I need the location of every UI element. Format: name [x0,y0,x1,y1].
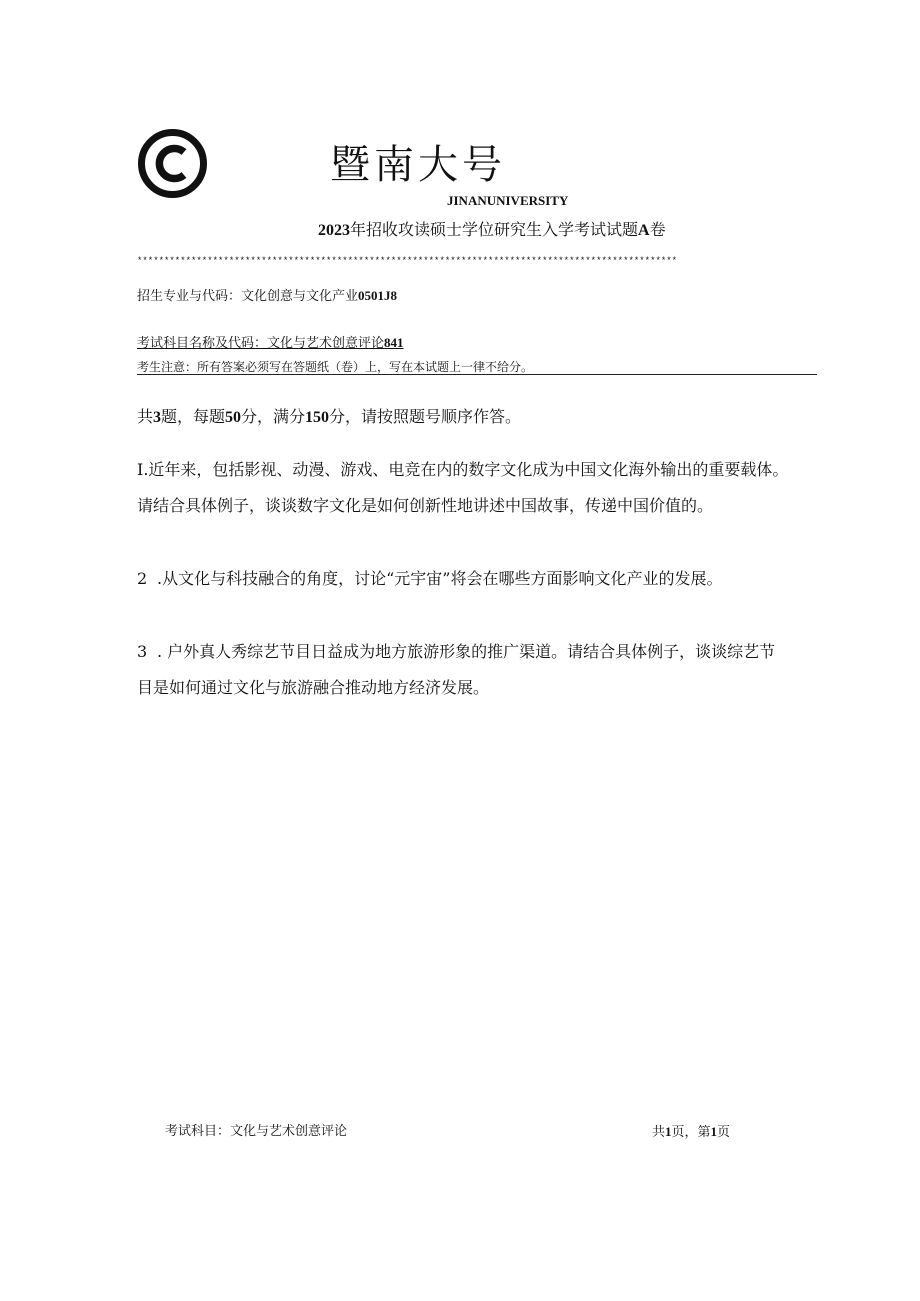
exam-instructions [137,404,521,427]
page-total: 1 [665,1124,672,1139]
question-3-line-1 [137,639,775,662]
footer-subject: 考试科目：文化与艺术创意评论 [165,1124,348,1139]
exam-year: 2023 [318,222,350,239]
intro-text: 题，每题 [161,407,226,426]
points-total: 150 [305,409,330,426]
intro-text: 共 [137,407,154,426]
exam-notice: 考生注意：所有答案必须写在答题纸（卷）上，写在本试题上一律不给分。 [137,360,534,374]
question-text: . 户外真人秀综艺节目日益成为地方旅游形象的推广渠道。请结合具体例子，谈谈综艺节 [157,642,776,661]
footer-page-number [652,1121,730,1140]
question-number: 2 [137,569,148,588]
question-number: I. [137,460,149,479]
page-text: 页，第 [671,1125,711,1140]
intro-text: 分，满分 [241,407,306,426]
major-label: 招生专业与代码：文化创意与文化产业 [137,289,359,304]
question-3-line-2: 目是如何通过文化与旅游融合推动地方经济发展。 [137,678,490,697]
page-text: 共 [652,1125,666,1140]
subject-code: 841 [384,335,404,350]
page-text: 页 [717,1125,731,1140]
university-name-en: JINANUNIVERSITY [447,193,569,208]
header-divider [137,374,817,375]
points-each: 50 [225,409,242,426]
question-1-line-2: 请结合具体例子，谈谈数字文化是如何创新性地讲述中国故事，传递中国价值的。 [137,496,714,515]
major-code: 0501J8 [358,288,398,303]
exam-paper-letter: A [638,222,650,239]
intro-text: 分，请按照题号顺序作答。 [329,407,522,426]
question-count: 3 [153,409,162,426]
copyright-c-logo-icon [137,128,208,199]
question-2-line-1 [137,566,722,589]
question-1-line-1 [137,457,788,480]
subject-label: 考试科目名称及代码：文化与艺术创意评论 [137,336,385,351]
question-text: 近年来，包括影视、动漫、游戏、电竞在内的数字文化成为中国文化海外输出的重要载体。 [148,460,789,479]
exam-title-text: 年招收攻读硕士学位研究生入学考试试题 [350,220,639,239]
exam-title [318,217,666,240]
university-name-cn: 暨南大号 [330,142,506,188]
page-current: 1 [710,1124,718,1139]
subject-info [137,332,404,351]
question-number: 3 [137,642,148,661]
exam-title-suffix: 卷 [649,220,666,239]
question-text: .从文化与科技融合的角度，讨论“元宇宙”将会在哪些方面影响文化产业的发展。 [157,569,723,588]
major-info [137,285,397,304]
star-separator: **************************************************************************************************** [137,256,678,266]
